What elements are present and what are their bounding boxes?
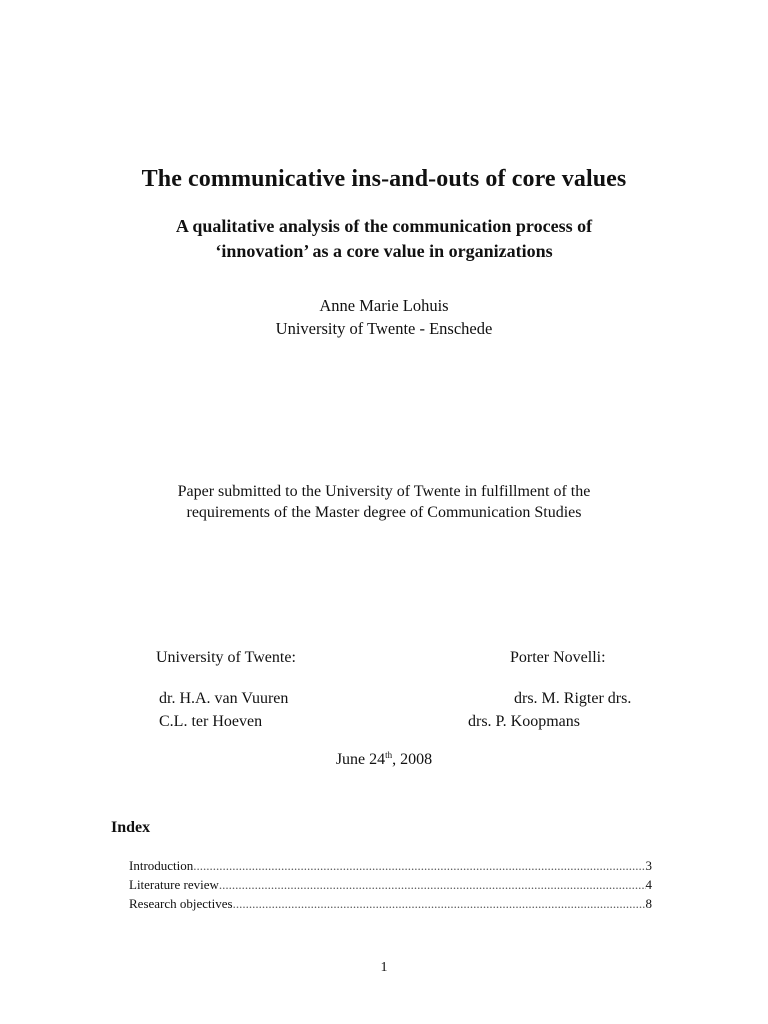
toc-entry[interactable] xyxy=(129,877,652,893)
author-affiliation: University of Twente - Enschede xyxy=(275,319,493,338)
toc-entry-page: 8 xyxy=(645,896,652,911)
date-day: June 24 xyxy=(335,751,386,768)
document-title: The communicative ins-and-outs of core values xyxy=(141,166,627,192)
index-heading: Index xyxy=(111,819,151,836)
toc-entry-page: 3 xyxy=(645,858,652,873)
company-supervisor-1: drs. M. Rigter drs. xyxy=(514,690,632,707)
page-number: 1 xyxy=(380,960,388,975)
subtitle-line-1: A qualitative analysis of the communication process of xyxy=(175,216,593,236)
toc-leader-dots xyxy=(233,896,646,912)
toc-entry-label: Introduction xyxy=(129,858,194,873)
date-year: , 2008 xyxy=(392,751,433,768)
toc-entry[interactable] xyxy=(129,858,652,874)
date-ordinal: th xyxy=(385,750,393,760)
university-supervisor-1: dr. H.A. van Vuuren xyxy=(159,690,289,707)
author-name: Anne Marie Lohuis xyxy=(319,296,449,315)
submission-statement-line-1: Paper submitted to the University of Twente in fulfillment of the xyxy=(177,483,591,500)
submission-date xyxy=(0,751,768,769)
company-supervisor-2: drs. P. Koopmans xyxy=(468,713,581,730)
toc-entry-label: Literature review xyxy=(129,877,219,892)
toc-leader-dots xyxy=(219,877,646,893)
company-supervisors-heading: Porter Novelli: xyxy=(510,649,606,666)
toc-entry-page: 4 xyxy=(645,877,652,892)
toc-entry[interactable] xyxy=(129,896,652,912)
university-supervisor-2: C.L. ter Hoeven xyxy=(159,713,263,730)
toc-entry-label: Research objectives xyxy=(129,896,233,911)
subtitle-line-2: ‘innovation’ as a core value in organizations xyxy=(215,241,553,261)
toc-leader-dots xyxy=(193,858,645,874)
university-supervisors-heading: University of Twente: xyxy=(156,649,296,666)
submission-statement-line-2: requirements of the Master degree of Communication Studies xyxy=(186,504,582,521)
